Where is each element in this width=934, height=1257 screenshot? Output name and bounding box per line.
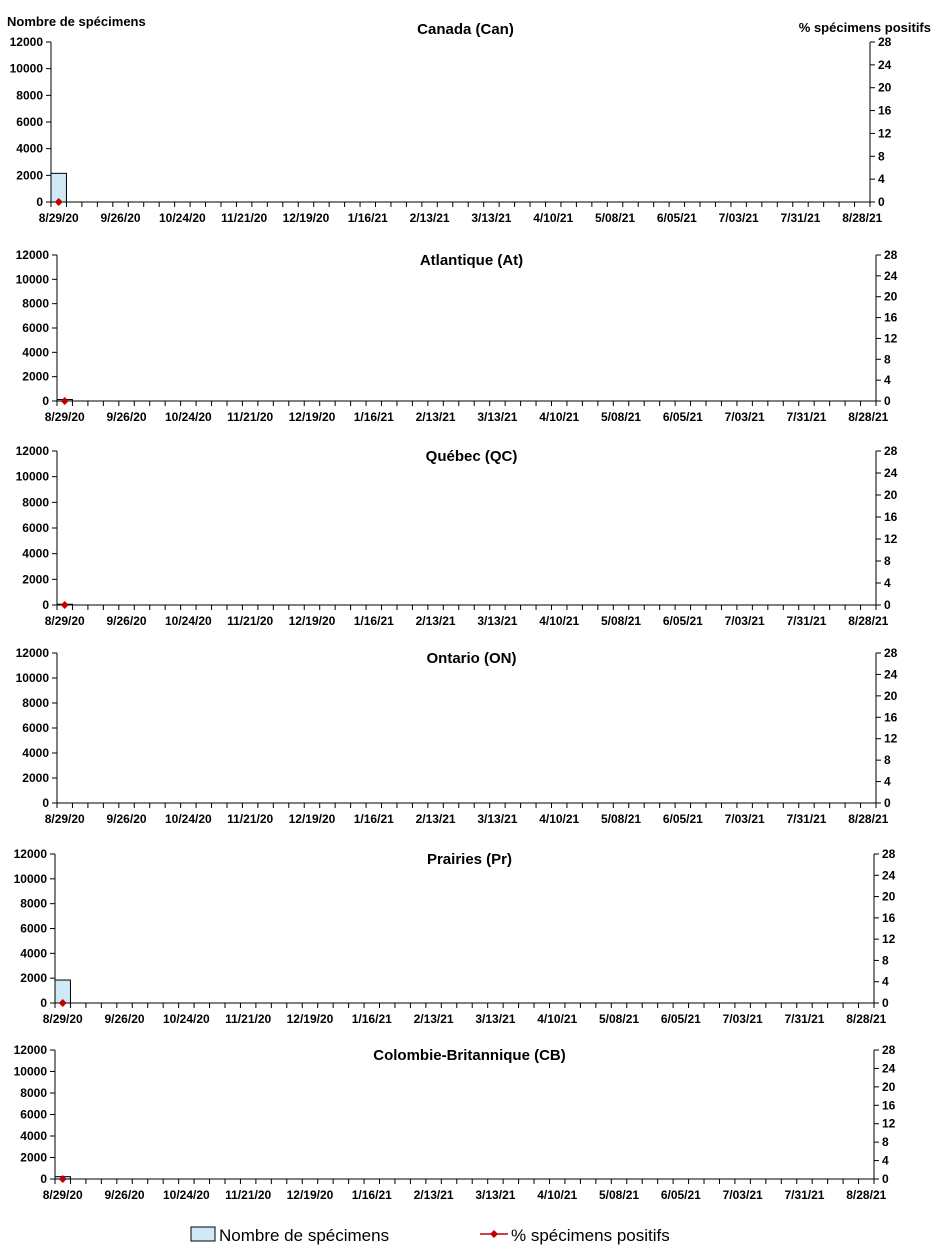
legend-bar-label: Nombre de spécimens <box>219 1226 390 1245</box>
x-tick-label: 6/05/21 <box>662 614 703 628</box>
x-tick-label: 3/13/21 <box>471 211 512 225</box>
x-tick-label: 12/19/20 <box>286 1012 334 1026</box>
y2-tick-label: 20 <box>882 1079 896 1094</box>
x-tick-label: 1/16/21 <box>351 1188 392 1202</box>
y-tick-label: 6000 <box>20 921 47 936</box>
y-tick-label: 10000 <box>15 272 49 287</box>
x-tick-label: 4/10/21 <box>537 1188 578 1202</box>
y-tick-label: 0 <box>40 996 47 1010</box>
x-tick-label: 8/28/21 <box>848 812 889 826</box>
y-tick-label: 2000 <box>20 971 47 986</box>
x-tick-label: 5/08/21 <box>601 812 642 826</box>
y-tick-label: 2000 <box>20 1150 47 1165</box>
x-tick-label: 7/31/21 <box>784 1188 825 1202</box>
y2-tick-label: 12 <box>882 1116 896 1131</box>
x-tick-label: 9/26/20 <box>106 410 147 424</box>
legend-line-marker <box>490 1230 498 1238</box>
positivity-point <box>61 397 69 405</box>
y-tick-label: 4000 <box>22 746 49 760</box>
y-tick-label: 10000 <box>13 871 47 886</box>
chart-panel <box>14 1043 896 1202</box>
x-tick-label: 8/28/21 <box>842 211 883 225</box>
y2-tick-label: 0 <box>884 796 891 810</box>
x-tick-label: 8/28/21 <box>848 614 889 628</box>
x-tick-label: 3/13/21 <box>477 614 518 628</box>
x-tick-label: 11/21/20 <box>227 410 274 424</box>
y2-tick-label: 16 <box>884 710 898 725</box>
y-tick-label: 6000 <box>22 321 49 335</box>
x-tick-label: 1/16/21 <box>353 410 394 424</box>
y2-tick-label: 24 <box>884 667 898 682</box>
x-tick-label: 8/28/21 <box>846 1188 887 1202</box>
chart-panel <box>16 444 898 628</box>
y-tick-label: 8000 <box>22 296 49 311</box>
bar <box>51 173 66 202</box>
legend-line-label: % spécimens positifs <box>511 1226 670 1245</box>
y2-tick-label: 0 <box>882 1172 889 1186</box>
x-tick-label: 7/03/21 <box>724 410 765 424</box>
x-tick-label: 7/31/21 <box>786 410 827 424</box>
y-tick-label: 12000 <box>13 1043 47 1057</box>
x-tick-label: 2/13/21 <box>415 812 456 826</box>
y-tick-label: 8000 <box>20 896 47 911</box>
y2-tick-label: 28 <box>884 444 898 458</box>
x-tick-label: 8/29/20 <box>44 812 85 826</box>
x-tick-label: 10/24/20 <box>164 410 212 424</box>
y2-tick-label: 20 <box>882 889 896 904</box>
y2-tick-label: 12 <box>884 532 898 546</box>
y-tick-label: 0 <box>40 1172 47 1186</box>
x-tick-label: 4/10/21 <box>539 812 580 826</box>
y2-tick-label: 0 <box>882 996 889 1010</box>
x-tick-label: 5/08/21 <box>599 1012 640 1026</box>
y-tick-label: 4000 <box>22 345 49 360</box>
y-tick-label: 10000 <box>15 671 49 685</box>
y-tick-label: 12000 <box>15 444 49 458</box>
y-tick-label: 6000 <box>22 521 49 535</box>
y2-tick-label: 8 <box>884 753 891 768</box>
x-tick-label: 7/31/21 <box>784 1012 825 1026</box>
y-tick-label: 2000 <box>22 572 49 587</box>
y2-tick-label: 0 <box>878 195 885 209</box>
x-tick-label: 11/21/20 <box>225 1012 272 1026</box>
y-tick-label: 10000 <box>9 61 43 76</box>
y2-tick-label: 4 <box>884 373 891 388</box>
y2-tick-label: 28 <box>882 847 896 861</box>
y2-axis-title: % spécimens positifs <box>798 20 931 35</box>
y2-tick-label: 0 <box>884 598 891 612</box>
x-tick-label: 11/21/20 <box>221 211 268 225</box>
x-tick-label: 2/13/21 <box>415 614 456 628</box>
chart-panel <box>16 248 898 424</box>
y2-tick-label: 12 <box>884 331 898 346</box>
x-tick-label: 2/13/21 <box>413 1012 454 1026</box>
x-tick-label: 8/28/21 <box>848 410 889 424</box>
y2-tick-label: 28 <box>884 646 898 660</box>
x-tick-label: 1/16/21 <box>347 211 388 225</box>
panel-title: Atlantique (At) <box>419 252 524 269</box>
x-tick-label: 3/13/21 <box>475 1188 516 1202</box>
x-tick-label: 3/13/21 <box>477 410 518 424</box>
y2-tick-label: 20 <box>884 488 898 502</box>
y-tick-label: 8000 <box>16 88 43 103</box>
x-tick-label: 3/13/21 <box>475 1012 516 1026</box>
panel-title: Canada (Can) <box>417 21 514 38</box>
x-tick-label: 4/10/21 <box>537 1012 578 1026</box>
x-tick-label: 4/10/21 <box>539 614 580 628</box>
y-tick-label: 4000 <box>20 1129 47 1143</box>
x-tick-label: 8/29/20 <box>42 1012 83 1026</box>
y-tick-label: 10000 <box>13 1064 47 1079</box>
y2-tick-label: 8 <box>882 1135 889 1150</box>
y2-tick-label: 20 <box>884 289 898 304</box>
x-tick-label: 2/13/21 <box>413 1188 454 1202</box>
chart-panel <box>14 847 896 1026</box>
x-tick-label: 9/26/20 <box>106 614 147 628</box>
y2-tick-label: 28 <box>884 248 898 262</box>
y2-tick-label: 24 <box>884 268 898 283</box>
y-tick-label: 12000 <box>15 248 49 262</box>
x-tick-label: 9/26/20 <box>100 211 141 225</box>
x-tick-label: 2/13/21 <box>409 211 450 225</box>
y2-tick-label: 16 <box>878 103 892 118</box>
y2-tick-label: 12 <box>878 126 892 141</box>
x-tick-label: 7/31/21 <box>786 614 827 628</box>
y-tick-label: 0 <box>42 598 49 612</box>
x-tick-label: 9/26/20 <box>104 1012 145 1026</box>
y-tick-label: 4000 <box>22 546 49 561</box>
y-tick-label: 2000 <box>22 771 49 785</box>
x-tick-label: 5/08/21 <box>595 211 636 225</box>
x-tick-label: 10/24/20 <box>162 1188 210 1202</box>
x-tick-label: 11/21/20 <box>225 1188 272 1202</box>
y2-tick-label: 16 <box>884 310 898 325</box>
y2-tick-label: 28 <box>878 35 892 49</box>
y-tick-label: 2000 <box>22 369 49 384</box>
x-tick-label: 8/29/20 <box>44 614 85 628</box>
x-tick-label: 7/03/21 <box>724 812 765 826</box>
y-tick-label: 8000 <box>20 1086 47 1100</box>
y2-tick-label: 8 <box>884 554 891 568</box>
y2-tick-label: 24 <box>878 57 892 72</box>
x-tick-label: 7/03/21 <box>718 211 759 225</box>
x-tick-label: 12/19/20 <box>282 211 330 225</box>
y-tick-label: 8000 <box>22 696 49 710</box>
x-tick-label: 5/08/21 <box>599 1188 640 1202</box>
panel-title: Ontario (ON) <box>426 650 517 667</box>
y-tick-label: 6000 <box>20 1107 47 1122</box>
chart-panel <box>7 14 931 225</box>
y-tick-label: 4000 <box>20 946 47 961</box>
y-tick-label: 6000 <box>22 721 49 735</box>
y2-tick-label: 8 <box>878 149 885 164</box>
x-tick-label: 6/05/21 <box>660 1012 701 1026</box>
x-tick-label: 1/16/21 <box>353 812 394 826</box>
x-tick-label: 5/08/21 <box>601 614 642 628</box>
x-tick-label: 7/31/21 <box>786 812 827 826</box>
y-tick-label: 12000 <box>15 646 49 660</box>
y-tick-label: 0 <box>42 394 49 408</box>
x-tick-label: 12/19/20 <box>288 410 336 424</box>
x-tick-label: 6/05/21 <box>660 1188 701 1202</box>
positivity-point <box>61 601 69 609</box>
y2-tick-label: 12 <box>884 731 898 746</box>
y-axis-title: Nombre de spécimens <box>7 14 146 29</box>
x-tick-label: 6/05/21 <box>662 812 703 826</box>
y-tick-label: 0 <box>42 796 49 810</box>
y2-tick-label: 16 <box>882 910 896 925</box>
x-tick-label: 10/24/20 <box>158 211 206 225</box>
y-tick-label: 2000 <box>16 168 43 183</box>
x-tick-label: 7/31/21 <box>780 211 821 225</box>
x-tick-label: 4/10/21 <box>533 211 574 225</box>
y2-tick-label: 4 <box>878 172 885 187</box>
x-tick-label: 7/03/21 <box>724 614 765 628</box>
y-tick-label: 12000 <box>13 847 47 861</box>
y-tick-label: 8000 <box>22 495 49 510</box>
panel-title: Prairies (Pr) <box>426 851 513 868</box>
x-tick-label: 12/19/20 <box>288 812 336 826</box>
x-tick-label: 10/24/20 <box>164 812 212 826</box>
x-tick-label: 12/19/20 <box>288 614 336 628</box>
y-tick-label: 4000 <box>16 141 43 156</box>
y2-tick-label: 0 <box>884 394 891 408</box>
x-tick-label: 11/21/20 <box>227 812 274 826</box>
y-tick-label: 10000 <box>15 469 49 484</box>
panel-title: Québec (QC) <box>425 448 518 465</box>
y2-tick-label: 28 <box>882 1043 896 1057</box>
y2-tick-label: 4 <box>884 774 891 789</box>
x-tick-label: 1/16/21 <box>353 614 394 628</box>
x-tick-label: 11/21/20 <box>227 614 274 628</box>
y2-tick-label: 8 <box>882 953 889 968</box>
x-tick-label: 8/28/21 <box>846 1012 887 1026</box>
y2-tick-label: 20 <box>878 80 892 95</box>
y-tick-label: 0 <box>36 195 43 209</box>
y-tick-label: 6000 <box>16 115 43 129</box>
x-tick-label: 12/19/20 <box>286 1188 334 1202</box>
x-tick-label: 9/26/20 <box>104 1188 145 1202</box>
y2-tick-label: 4 <box>884 576 891 590</box>
chart-panel <box>16 646 898 826</box>
x-tick-label: 8/29/20 <box>42 1188 83 1202</box>
x-tick-label: 9/26/20 <box>106 812 147 826</box>
y2-tick-label: 16 <box>884 510 898 524</box>
y-tick-label: 12000 <box>9 35 43 49</box>
y2-tick-label: 4 <box>882 974 889 989</box>
x-tick-label: 10/24/20 <box>162 1012 210 1026</box>
x-tick-label: 7/03/21 <box>722 1188 763 1202</box>
x-tick-label: 7/03/21 <box>722 1012 763 1026</box>
y2-tick-label: 16 <box>882 1098 896 1113</box>
x-tick-label: 6/05/21 <box>662 410 703 424</box>
x-tick-label: 2/13/21 <box>415 410 456 424</box>
y2-tick-label: 4 <box>882 1153 889 1168</box>
y2-tick-label: 24 <box>882 1061 896 1076</box>
legend <box>191 1226 670 1245</box>
y2-tick-label: 20 <box>884 688 898 703</box>
x-tick-label: 5/08/21 <box>601 410 642 424</box>
y2-tick-label: 24 <box>882 868 896 883</box>
x-tick-label: 8/29/20 <box>44 410 85 424</box>
y2-tick-label: 24 <box>884 466 898 480</box>
x-tick-label: 4/10/21 <box>539 410 580 424</box>
y2-tick-label: 12 <box>882 932 896 947</box>
x-tick-label: 6/05/21 <box>656 211 697 225</box>
x-tick-label: 10/24/20 <box>164 614 212 628</box>
panel-title: Colombie-Britannique (CB) <box>373 1047 566 1064</box>
x-tick-label: 8/29/20 <box>38 211 79 225</box>
legend-bar-swatch <box>191 1227 215 1241</box>
y2-tick-label: 8 <box>884 352 891 367</box>
x-tick-label: 3/13/21 <box>477 812 518 826</box>
x-tick-label: 1/16/21 <box>351 1012 392 1026</box>
